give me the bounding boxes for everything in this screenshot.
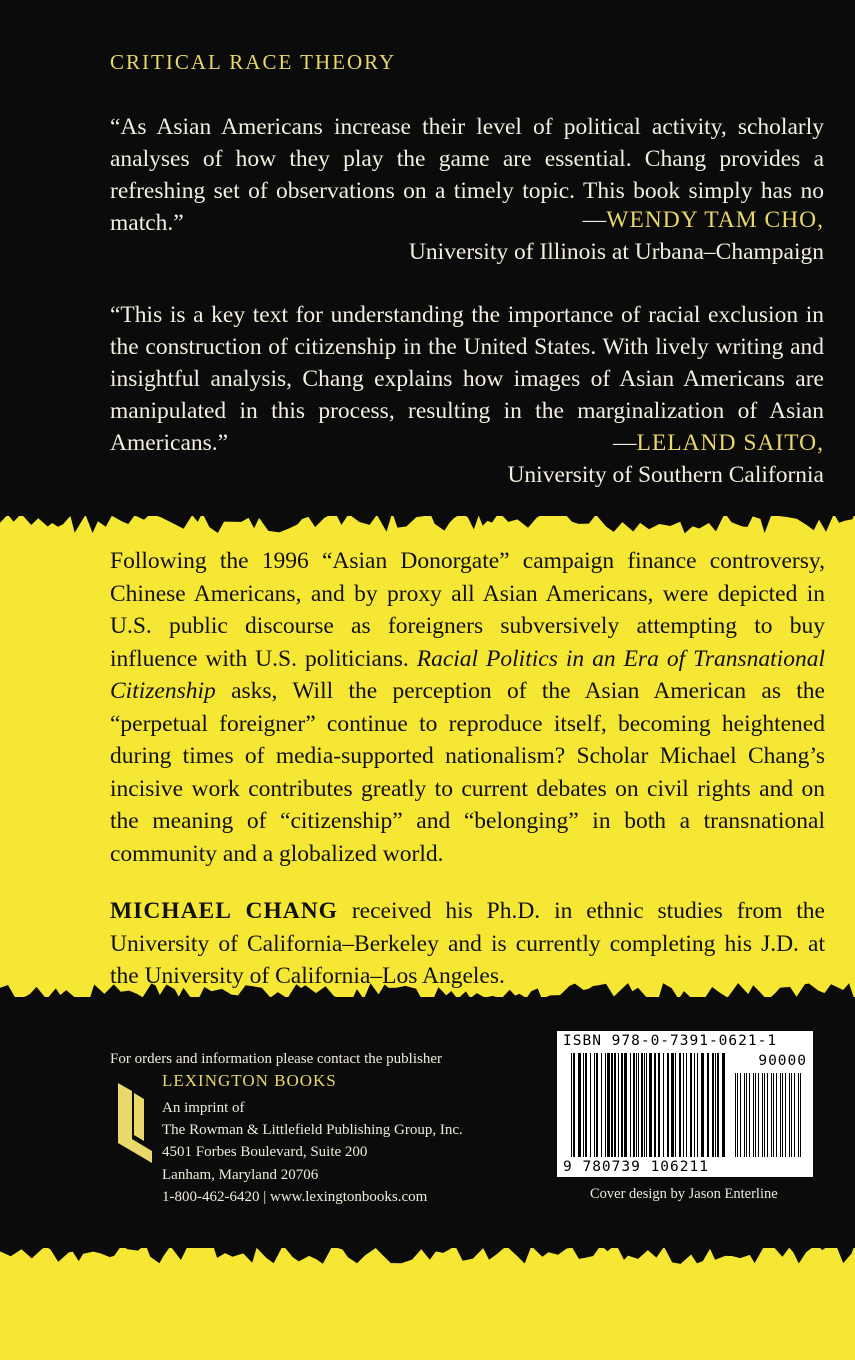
barcode-bar [596,1053,598,1157]
barcode-bar [605,1053,606,1157]
torn-edge-top [0,512,855,534]
series-label: CRITICAL RACE THEORY [110,50,397,74]
barcode-bar [624,1053,627,1157]
barcode-bar [611,1053,613,1157]
barcode-bar [583,1053,584,1157]
barcode-bar [744,1073,745,1157]
ean-digits: 9 780739 106211 [563,1159,709,1175]
barcode-bar [785,1073,786,1157]
barcode-bar [578,1053,581,1157]
barcode-bar [771,1073,772,1157]
quote-2-attribution: —LELAND SAITO, University of Southern California [507,427,824,491]
barcode-bar [715,1053,716,1157]
barcode-bar [671,1053,674,1157]
barcode-bar [618,1053,619,1157]
isbn-text: ISBN 978-0-7391-0621-1 [563,1033,778,1049]
barcode-bar [686,1053,687,1157]
barcode-bar [649,1053,652,1157]
barcode-bar [780,1073,781,1157]
quote-1-text: “As Asian Americans increase their level of political activity, scholarly analyses of how they play the game are essential. Chang provides a refreshing set of observations on a timely topic. This book simply has no match.” [110,114,824,236]
barcode-bar [675,1053,676,1157]
publisher-phone-web: 1-800-462-6420 | www.lexingtonbooks.com [162,1189,428,1205]
barcode-bar [594,1053,595,1157]
cover-design-credit: Cover design by Jason Enterline [590,1186,778,1202]
barcode-bar [573,1053,575,1157]
price-addon-barcode [735,1073,805,1157]
barcode-bar [607,1053,610,1157]
barcode-box [557,1031,813,1177]
barcode-bar [630,1053,631,1157]
ean-barcode [571,1053,727,1157]
description-part-1: Following the 1996 “Asian Donorgate” campaign finance controversy, Chinese Americans, and by proxy all Asian Americans, were depicted in U.S. public discourse as foreigners subversively attempting to buy influence with U.S. politicians. [110,548,825,672]
barcode-bar [641,1053,643,1157]
barcode-bar [679,1053,681,1157]
author-bio-text: received his Ph.D. in ethnic studies from the University of California–Berkeley and is currently completing his J.D. at the University of California–Los Angeles. [110,898,825,989]
barcode-bar [585,1053,587,1157]
barcode-bar [749,1073,750,1157]
barcode-bar [735,1073,736,1157]
barcode-bar [767,1073,768,1157]
barcode-bar [776,1073,777,1157]
barcode-bar [644,1053,645,1157]
barcode-bar [658,1053,660,1157]
barcode-bar [694,1053,695,1157]
quote-2-name: LELAND SAITO, [636,430,824,456]
barcode-bar [753,1073,754,1157]
barcode-bar [717,1053,719,1157]
barcode-bar [794,1073,795,1157]
description-part-2: asks, Will the perception of the Asian American as the “perpetual foreigner” continue to reproduce itself, becoming heightened during times of media-supported nationalism? Scholar Michael Chang’s incisive work contributes greatly to current debates on civil rights and on the meaning of “citizenship” and “belonging” in both a transnational community and a globalized world. [110,678,825,867]
barcode-bar [740,1073,741,1157]
barcode-bar [646,1053,647,1157]
publisher-address-1: 4501 Forbes Boulevard, Suite 200 [162,1144,368,1160]
barcode-bar [638,1053,639,1157]
barcode-bar [601,1053,602,1157]
barcode-bar [789,1073,790,1157]
barcode-bar [654,1053,656,1157]
barcode-bar [636,1053,637,1157]
book-description [110,545,825,870]
barcode-bar [722,1053,725,1157]
barcode-bar [621,1053,623,1157]
barcode-bar [663,1053,664,1157]
barcode-bar [764,1073,765,1157]
quote-2-affiliation: University of Southern California [507,462,824,488]
quote-1-attribution: —WENDY TAM CHO, University of Illinois at Urbana–Champaign [409,204,824,268]
quote-2-text: “This is a key text for understanding the importance of racial exclusion in the construction of citizenship in the United States. With lively writing and insightful analysis, Chang explains how images of Asian Americans are manipulated in this process, resulting in the marginalization of Asian Americans.” [110,302,824,456]
barcode-bar [590,1053,591,1157]
barcode-bar [798,1073,799,1157]
barcode-bar [667,1053,669,1157]
barcode-bar [712,1053,714,1157]
publisher-contact-line: For orders and information please contact the publisher [110,1051,442,1067]
lexington-logo-icon [112,1081,156,1165]
barcode-bar [571,1053,572,1157]
publisher-address-2: Lanham, Maryland 20706 [162,1167,319,1183]
book-title-italic: Racial Politics in an Era of Transnational Citizenship [110,645,825,704]
barcode-bar [737,1073,738,1157]
publisher-imprint-line: An imprint of [162,1100,245,1116]
barcode-bar [791,1073,792,1157]
barcode-bar [707,1053,709,1157]
barcode-bar [690,1053,692,1157]
barcode-bar [773,1073,774,1157]
quote-1-affiliation: University of Illinois at Urbana–Champaign [408,239,824,265]
barcode-bar [782,1073,783,1157]
barcode-bar [758,1073,759,1157]
barcode-bar [633,1053,635,1157]
author-bio [110,895,825,993]
barcode-bar [614,1053,616,1157]
barcode-bar [697,1053,698,1157]
barcode-bar [683,1053,684,1157]
barcode-bar [800,1073,801,1157]
publisher-name: LEXINGTON BOOKS [162,1071,337,1090]
barcode-bar [755,1073,756,1157]
barcode-bar [762,1073,763,1157]
quote-1-name: WENDY TAM CHO, [606,207,824,233]
barcode-bar [701,1053,704,1157]
price-code: 90000 [758,1053,807,1069]
torn-edge-bottom [0,1244,855,1264]
publisher-group: The Rowman & Littlefield Publishing Group, Inc. [162,1122,463,1138]
barcode-bar [746,1073,747,1157]
author-name: MICHAEL CHANG [110,898,338,924]
